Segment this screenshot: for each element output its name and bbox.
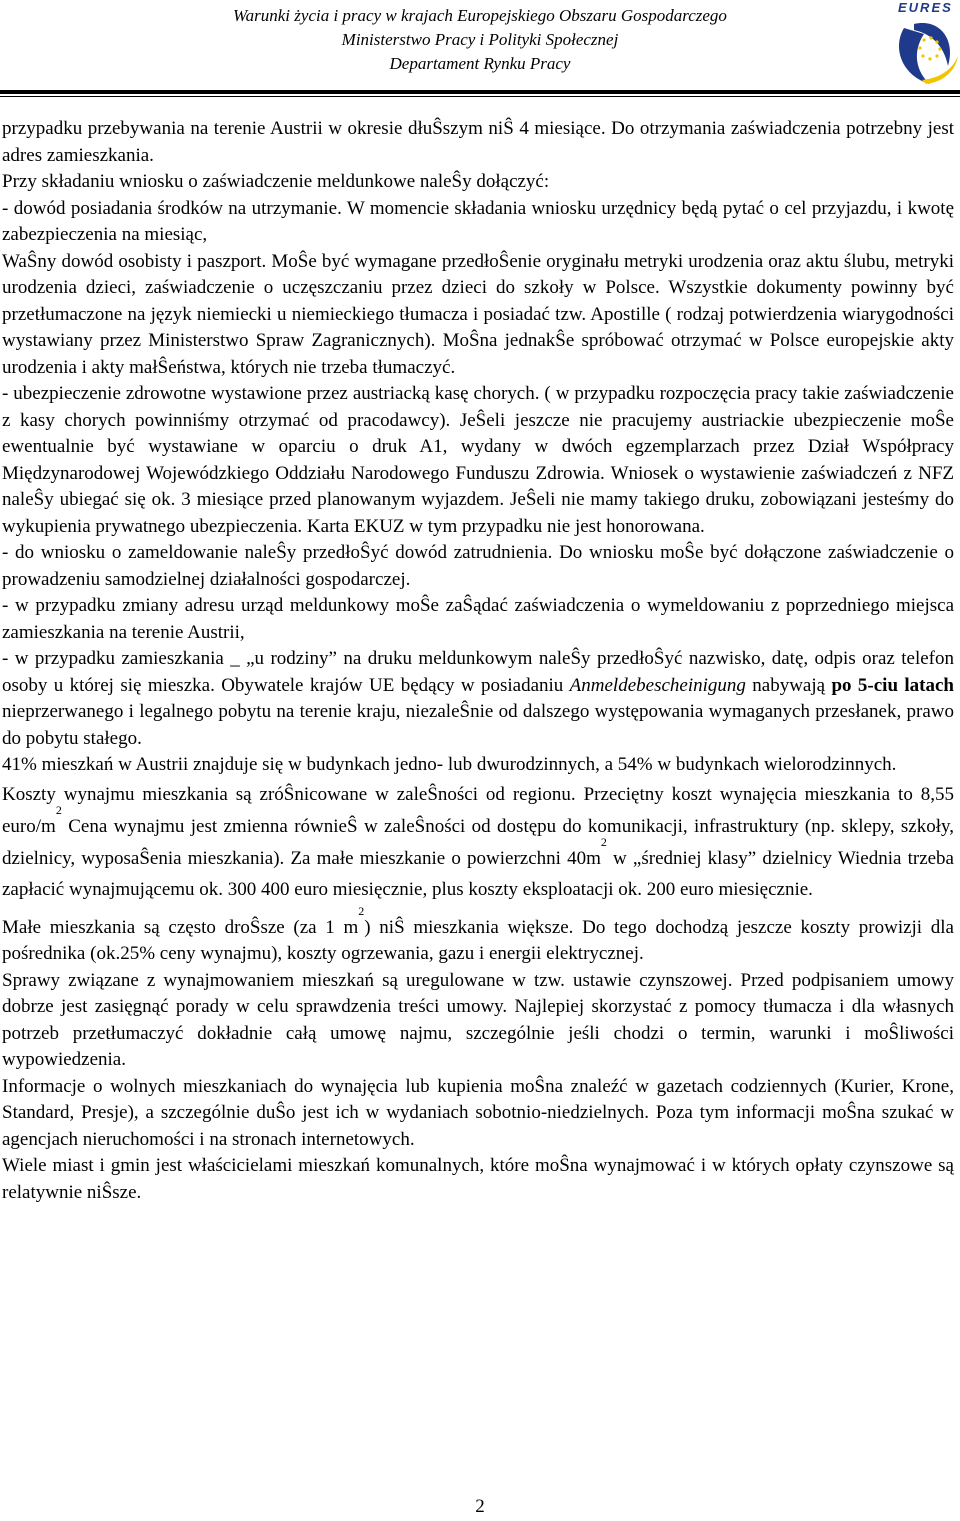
text-run: nieprzerwanego i legalnego pobytu na terenie kraju, niezaleŜnie od dalszego występowania wymaganych przesłanek, prawo do pobytu stałego. xyxy=(2,701,954,749)
paragraph: WaŜny dowód osobisty i paszport. MoŜe być wymagane przedłoŜenie oryginału metryki urodzenia oraz aktu ślubu, metryki urodzenia dzieci, zaświadczenie o uczęszczaniu przez dzieci do szkoły w Polsce. Wszystkie dokumenty powinny być przetłumaczone na język niemiecki u niemieckiego tłumacza i posiadać tzw. Apostille ( rodzaj potwierdzenia wiarygodności wystawiany przez Ministerstwo Spraw Zagranicznych). MoŜna jednakŜe spróbować otrzymać w Polsce europejskie akty urodzenia i akty małŜeństwa, których nie trzeba tłumaczyć. xyxy=(2,250,954,378)
bold-term: po 5-ciu latach xyxy=(831,674,954,696)
paragraph: Wiele miast i gmin jest właścicielami mieszkań komunalnych, które moŜna wynajmować i w których opłaty czynszowe są relatywnie niŜsze. xyxy=(2,1155,954,1203)
eures-logo xyxy=(886,0,960,90)
superscript: 2 xyxy=(55,802,62,817)
paragraph: Przy składaniu wniosku o zaświadczenie meldunkowe naleŜy dołączyć: xyxy=(2,171,550,192)
paragraph: - dowód posiadania środków na utrzymanie. W momencie składania wniosku urzędnicy będą pytać o cel przyjazdu, i kwotę zabezpieczenia na miesiąc, xyxy=(2,197,954,245)
paragraph: Informacje o wolnych mieszkaniach do wynajęcia lub kupienia moŜna znaleźć w gazetach codziennych (Kurier, Krone, Standard, Presje), a szczególnie duŜo jest ich w wydaniach sobotnio-niedzielnych. Poza tym informacji moŜna szukać w agencjach nieruchomości i na stronach internetowych. xyxy=(2,1075,954,1150)
document-body xyxy=(2,116,954,1206)
superscript: 2 xyxy=(600,834,607,849)
text-run: ) niŜ mieszkania większe. Do tego dochodzą jeszcze koszty prowizji dla pośrednika (ok.25% ceny wynajmu), koszty ogrzewania, gazu i energii elektrycznej. xyxy=(2,916,954,964)
paragraph: - ubezpieczenie zdrowotne wystawione przez austriacką kasę chorych. ( w przypadku rozpoczęcia pracy takie zaświadczenie z kasy chorych powinniśmy otrzymać od pracodawcy). JeŜeli jeszcze nie pracujemy austriackie ubezpieczenie moŜe ewentualnie być wystawiane w oparciu o druk A1, wydany w dwóch egzemplarzach przez Dział Współpracy Międzynarodowej Wojewódzkiego Oddziału Narodowego Funduszu Zdrowia. Wniosek o wystawienie zaświadczeń z NFZ naleŜy ubiegać się ok. 3 miesiące przed planowanym wyjazdem. JeŜeli nie mamy takiego druku, zobowiązani jesteśmy do wykupienia prywatnego ubezpieczenia. Karta EKUZ w tym przypadku nie jest honorowana. xyxy=(2,383,954,537)
header-rule-thick xyxy=(0,90,960,94)
page-number: 2 xyxy=(475,1496,485,1517)
paragraph: - do wniosku o zameldowanie naleŜy przedłoŜyć dowód zatrudnienia. Do wniosku moŜe być dołączone zaświadczenie o prowadzeniu samodzielnej działalności gospodarczej. xyxy=(2,542,954,590)
paragraph xyxy=(2,646,954,752)
text-run: nabywają xyxy=(745,674,832,696)
text-run: Koszty wynajmu mieszkania są zróŜnicowane w zaleŜności od regionu. Przeciętny koszt wynajęcia mieszkania to 8,55 euro/m xyxy=(2,783,954,837)
text-run: Cena wynajmu jest zmienna równieŜ w zaleŜności od dostępu do komunikacji, infrastruktury (np. sklepy, szkoły, dzielnicy, wyposaŜenia mieszkania). Za małe mieszkanie o powierzchni 40m xyxy=(2,815,954,869)
paragraph: - w przypadku zmiany adresu urząd meldunkowy moŜe zaŜądać zaświadczenia o wymeldowaniu z poprzedniego miejsca zamieszkania na terenie Austrii, xyxy=(2,595,954,643)
italic-term: Anmeldebescheinigung xyxy=(569,674,746,696)
header-line-3: Departament Rynku Pracy xyxy=(389,54,571,73)
logo-text: EURES xyxy=(898,0,953,15)
text-run: Małe mieszkania są często droŜsze (za 1 m xyxy=(2,916,359,938)
paragraph xyxy=(2,903,954,968)
header-text xyxy=(150,4,810,76)
paragraph xyxy=(2,779,954,905)
text-run: w „średniej klasy” dzielnicy Wiednia trzeba zapłacić wynajmującemu ok. 300 400 euro miesięcznie, plus koszty eksploatacji ok. 200 euro miesięcznie. xyxy=(2,847,954,900)
header-line-2: Ministerstwo Pracy i Polityki Społecznej xyxy=(341,30,619,49)
superscript: 2 xyxy=(358,903,365,918)
header-rule-thin xyxy=(0,96,960,97)
paragraph: Sprawy związane z wynajmowaniem mieszkań są uregulowane w tzw. ustawie czynszowej. Przed podpisaniem umowy dobrze jest zasięgnąć porady w celu sprawdzenia treści umowy. Najlepiej skorzystać z pomocy tłumacza i dla własnych potrzeb przetłumaczyć dokładnie całą umowę najmu, szczególnie jeśli chodzi o termin, warunki i moŜliwości wypowiedzenia. xyxy=(2,969,954,1070)
text-run: - w przypadku zamieszkania _ „u rodziny” na druku meldunkowym naleŜy przedłoŜyć nazwisko, datę, odpis oraz telefon osoby u której się mieszka. Obywatele krajów UE będący w posiadaniu xyxy=(2,648,954,696)
header-line-1: Warunki życia i pracy w krajach Europejskiego Obszaru Gospodarczego xyxy=(233,6,727,25)
page-header xyxy=(0,0,960,90)
paragraph: 41% mieszkań w Austrii znajduje się w budynkach jedno- lub dwurodzinnych, a 54% w budynkach wielorodzinnych. xyxy=(2,754,897,775)
paragraph: przypadku przebywania na terenie Austrii w okresie dłuŜszym niŜ 4 miesiące. Do otrzymania zaświadczenia potrzebny jest adres zamieszkania. xyxy=(2,118,954,166)
